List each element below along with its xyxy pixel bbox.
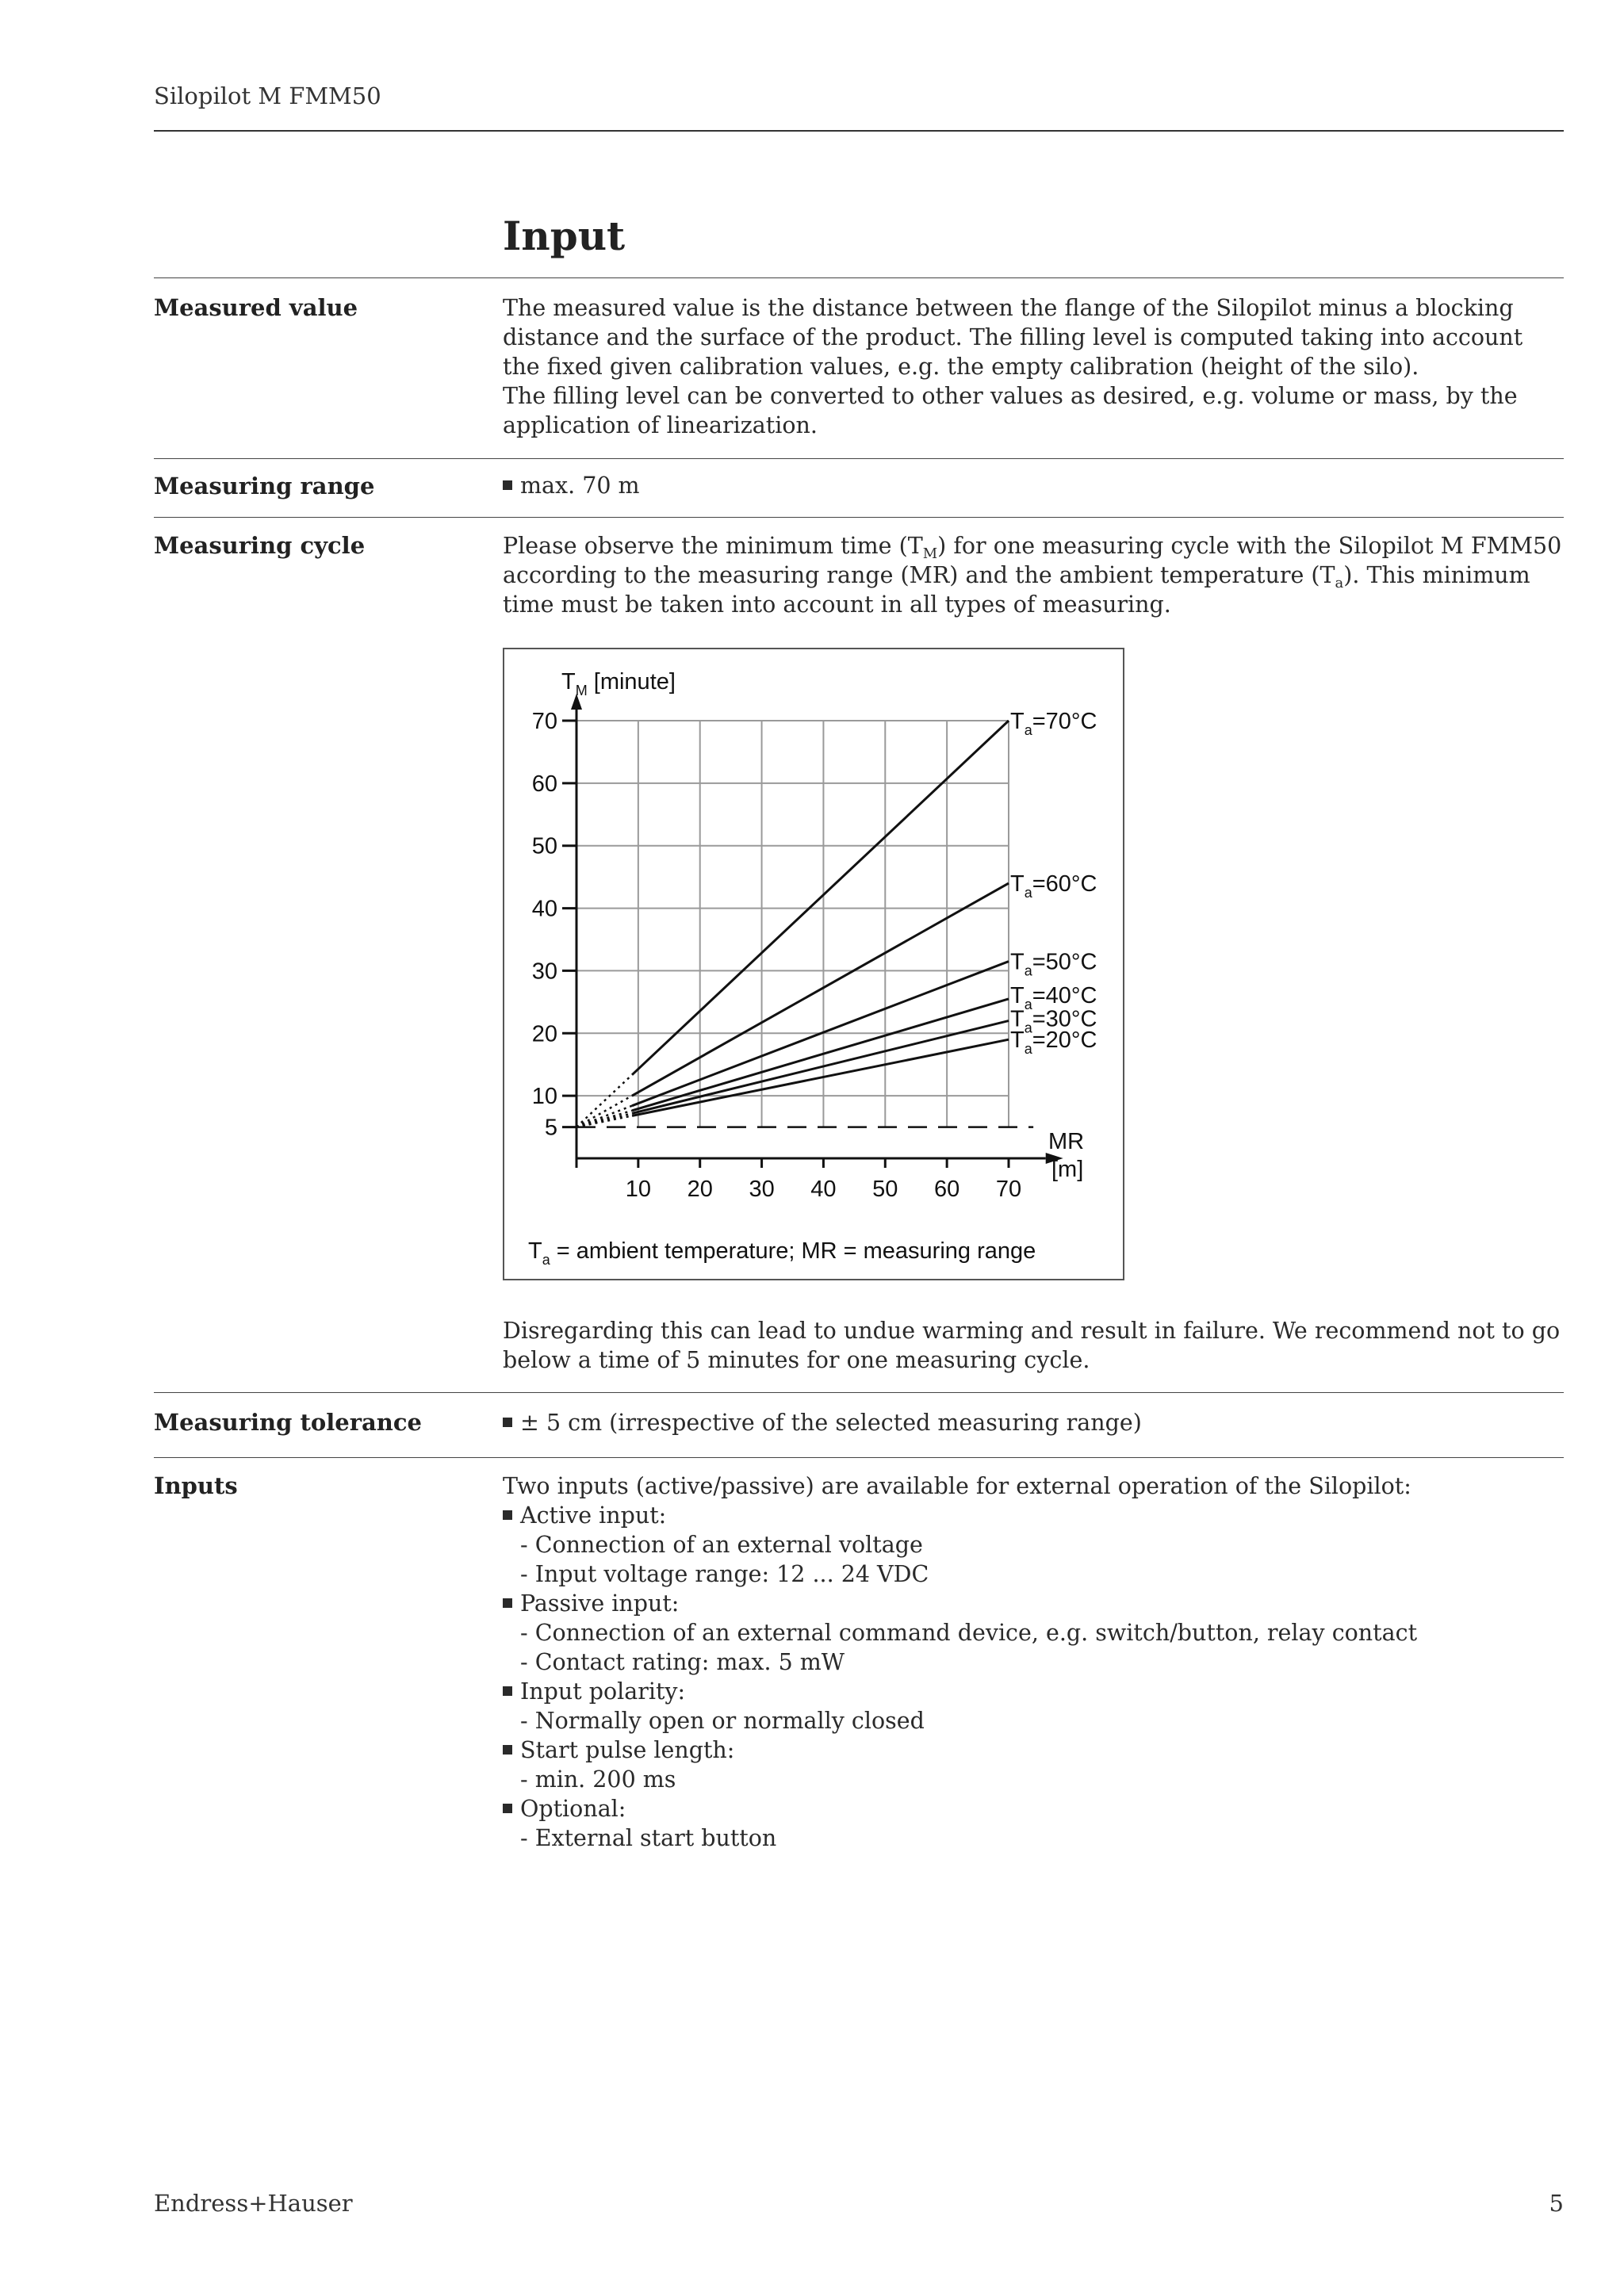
- inputs-list-item: [503, 1735, 1564, 1765]
- series-label: $T_a=50^\circ C$: [1010, 949, 1097, 979]
- chart-caption: $T_a$ = ambient temperature; MR = measuring range: [528, 1238, 1036, 1268]
- x-axis-label-line2: [m]: [1051, 1157, 1084, 1182]
- inputs-item-title: Passive input:: [520, 1590, 680, 1617]
- x-tick-label: 50: [872, 1177, 898, 1202]
- bullet-square-icon: [503, 1418, 512, 1427]
- inputs-item-detail: - Contact rating: max. 5 mW: [520, 1649, 845, 1675]
- series-line-dotted-start: [576, 1075, 632, 1127]
- series-label: $T_a=40^\circ C$: [1010, 982, 1097, 1012]
- inputs-item-title: Start pulse length:: [520, 1737, 735, 1763]
- measuring-cycle-after-paragraph: Disregarding this can lead to undue warming and result in failure. We recommend not to go below a time of 5 minutes for one measuring cycle.: [503, 1318, 1561, 1373]
- measuring-tolerance-text: [503, 1408, 1564, 1437]
- inputs-list-item: [503, 1794, 1564, 1823]
- x-tick-label: 30: [749, 1177, 775, 1202]
- y-tick-label: 20: [531, 1021, 557, 1047]
- inputs-item-detail: - External start button: [520, 1825, 777, 1851]
- intro-subscript-m: M: [922, 545, 938, 562]
- chart-svg: [504, 649, 1123, 1279]
- measured-value-paragraph-1: The measured value is the distance between the flange of the Silopilot minus a blocking distance and the surface of the product. The filling level is computed taking into account the fixed given calibration values, e.g. the empty calibration (height of the silo).: [503, 295, 1523, 380]
- y-tick-label: 5: [544, 1115, 557, 1141]
- y-tick-label: 60: [531, 771, 557, 797]
- measuring-cycle-intro: [503, 531, 1564, 619]
- row-divider: [154, 517, 1564, 518]
- series-label: $T_a=30^\circ C$: [1010, 1006, 1097, 1036]
- bullet-square-icon: [503, 1804, 512, 1813]
- measuring-range-value: max. 70 m: [520, 473, 640, 499]
- measuring-tolerance-value: ± 5 cm (irrespective of the selected measuring range): [520, 1410, 1142, 1436]
- intro-text-b: ) for one measuring cycle with the Silopilot M FMM50 according to the measuring range (MR) and the ambient temperature (T: [503, 533, 1562, 588]
- row-label-measuring-cycle: Measuring cycle: [154, 532, 366, 559]
- inputs-item-detail: - Input voltage range: 12 ... 24 VDC: [520, 1561, 929, 1587]
- y-tick-label: 10: [531, 1084, 557, 1110]
- row-divider: [154, 1392, 1564, 1393]
- y-tick-label: 30: [531, 959, 557, 985]
- inputs-intro: Two inputs (active/passive) are available for external operation of the Silopilot:: [503, 1473, 1411, 1499]
- inputs-list-item: [503, 1677, 1564, 1706]
- series-label: $T_a=70^\circ C$: [1010, 709, 1097, 738]
- inputs-list-item: [503, 1589, 1564, 1618]
- x-tick-label: 10: [625, 1177, 651, 1202]
- x-tick-label: 40: [810, 1177, 837, 1202]
- series-label: $T_a=60^\circ C$: [1010, 871, 1097, 901]
- inputs-item-detail: - Connection of an external command device, e.g. switch/button, relay contact: [520, 1620, 1418, 1646]
- inputs-item-detail: - min. 200 ms: [520, 1766, 676, 1793]
- measuring-cycle-after-text: [503, 1316, 1564, 1375]
- series-line: [632, 721, 1009, 1075]
- inputs-item-title: Input polarity:: [520, 1678, 686, 1705]
- measuring-range-text: [503, 471, 1564, 500]
- bullet-square-icon: [503, 1745, 512, 1755]
- header-divider: [154, 130, 1564, 132]
- bullet-square-icon: [503, 1598, 512, 1608]
- row-label-measuring-tolerance: Measuring tolerance: [154, 1409, 422, 1436]
- row-divider: [154, 458, 1564, 459]
- x-axis-label-line1: MR: [1048, 1129, 1085, 1154]
- bullet-square-icon: [503, 1510, 512, 1520]
- section-title: Input: [503, 212, 626, 259]
- inputs-item-title: Optional:: [520, 1796, 626, 1822]
- y-tick-label: 50: [531, 833, 557, 859]
- measuring-cycle-chart: [503, 648, 1124, 1280]
- inputs-item-detail: - Connection of an external voltage: [520, 1532, 923, 1558]
- bullet-square-icon: [503, 1686, 512, 1696]
- row-divider: [154, 1457, 1564, 1458]
- intro-subscript-a: a: [1335, 575, 1344, 591]
- measured-value-text: [503, 293, 1564, 440]
- x-tick-label: 20: [687, 1177, 713, 1202]
- row-label-measuring-range: Measuring range: [154, 473, 375, 499]
- series-line-dotted-start: [576, 1106, 632, 1127]
- inputs-list-item: [503, 1501, 1564, 1530]
- intro-text-c: ). This minimum time must be taken into account in all types of measuring.: [503, 562, 1530, 618]
- inputs-text: [503, 1471, 1564, 1853]
- series-label: $T_a=20^\circ C$: [1010, 1027, 1097, 1058]
- x-tick-label: 60: [934, 1177, 960, 1202]
- document-header-title: Silopilot M FMM50: [154, 82, 381, 109]
- y-tick-label: 70: [531, 709, 557, 734]
- row-divider: [154, 277, 1564, 278]
- series-line-dotted-start: [576, 1115, 632, 1127]
- series-line: [632, 883, 1009, 1096]
- y-axis-label: $T_M$ [minute]: [561, 669, 676, 698]
- footer-page-number: 5: [1549, 2190, 1564, 2217]
- row-label-measured-value: Measured value: [154, 294, 358, 321]
- series-line: [632, 1039, 1009, 1115]
- row-label-inputs: Inputs: [154, 1472, 238, 1499]
- x-tick-label: 70: [995, 1177, 1022, 1202]
- y-tick-label: 40: [531, 896, 557, 922]
- footer-company: Endress+Hauser: [154, 2190, 353, 2217]
- bullet-square-icon: [503, 480, 512, 490]
- inputs-item-title: Active input:: [520, 1502, 667, 1529]
- intro-text-a: Please observe the minimum time (T: [503, 533, 923, 559]
- series-line: [632, 999, 1009, 1111]
- inputs-item-detail: - Normally open or normally closed: [520, 1708, 925, 1734]
- measured-value-paragraph-2: The filling level can be converted to other values as desired, e.g. volume or mass, by the application of linearization.: [503, 383, 1518, 438]
